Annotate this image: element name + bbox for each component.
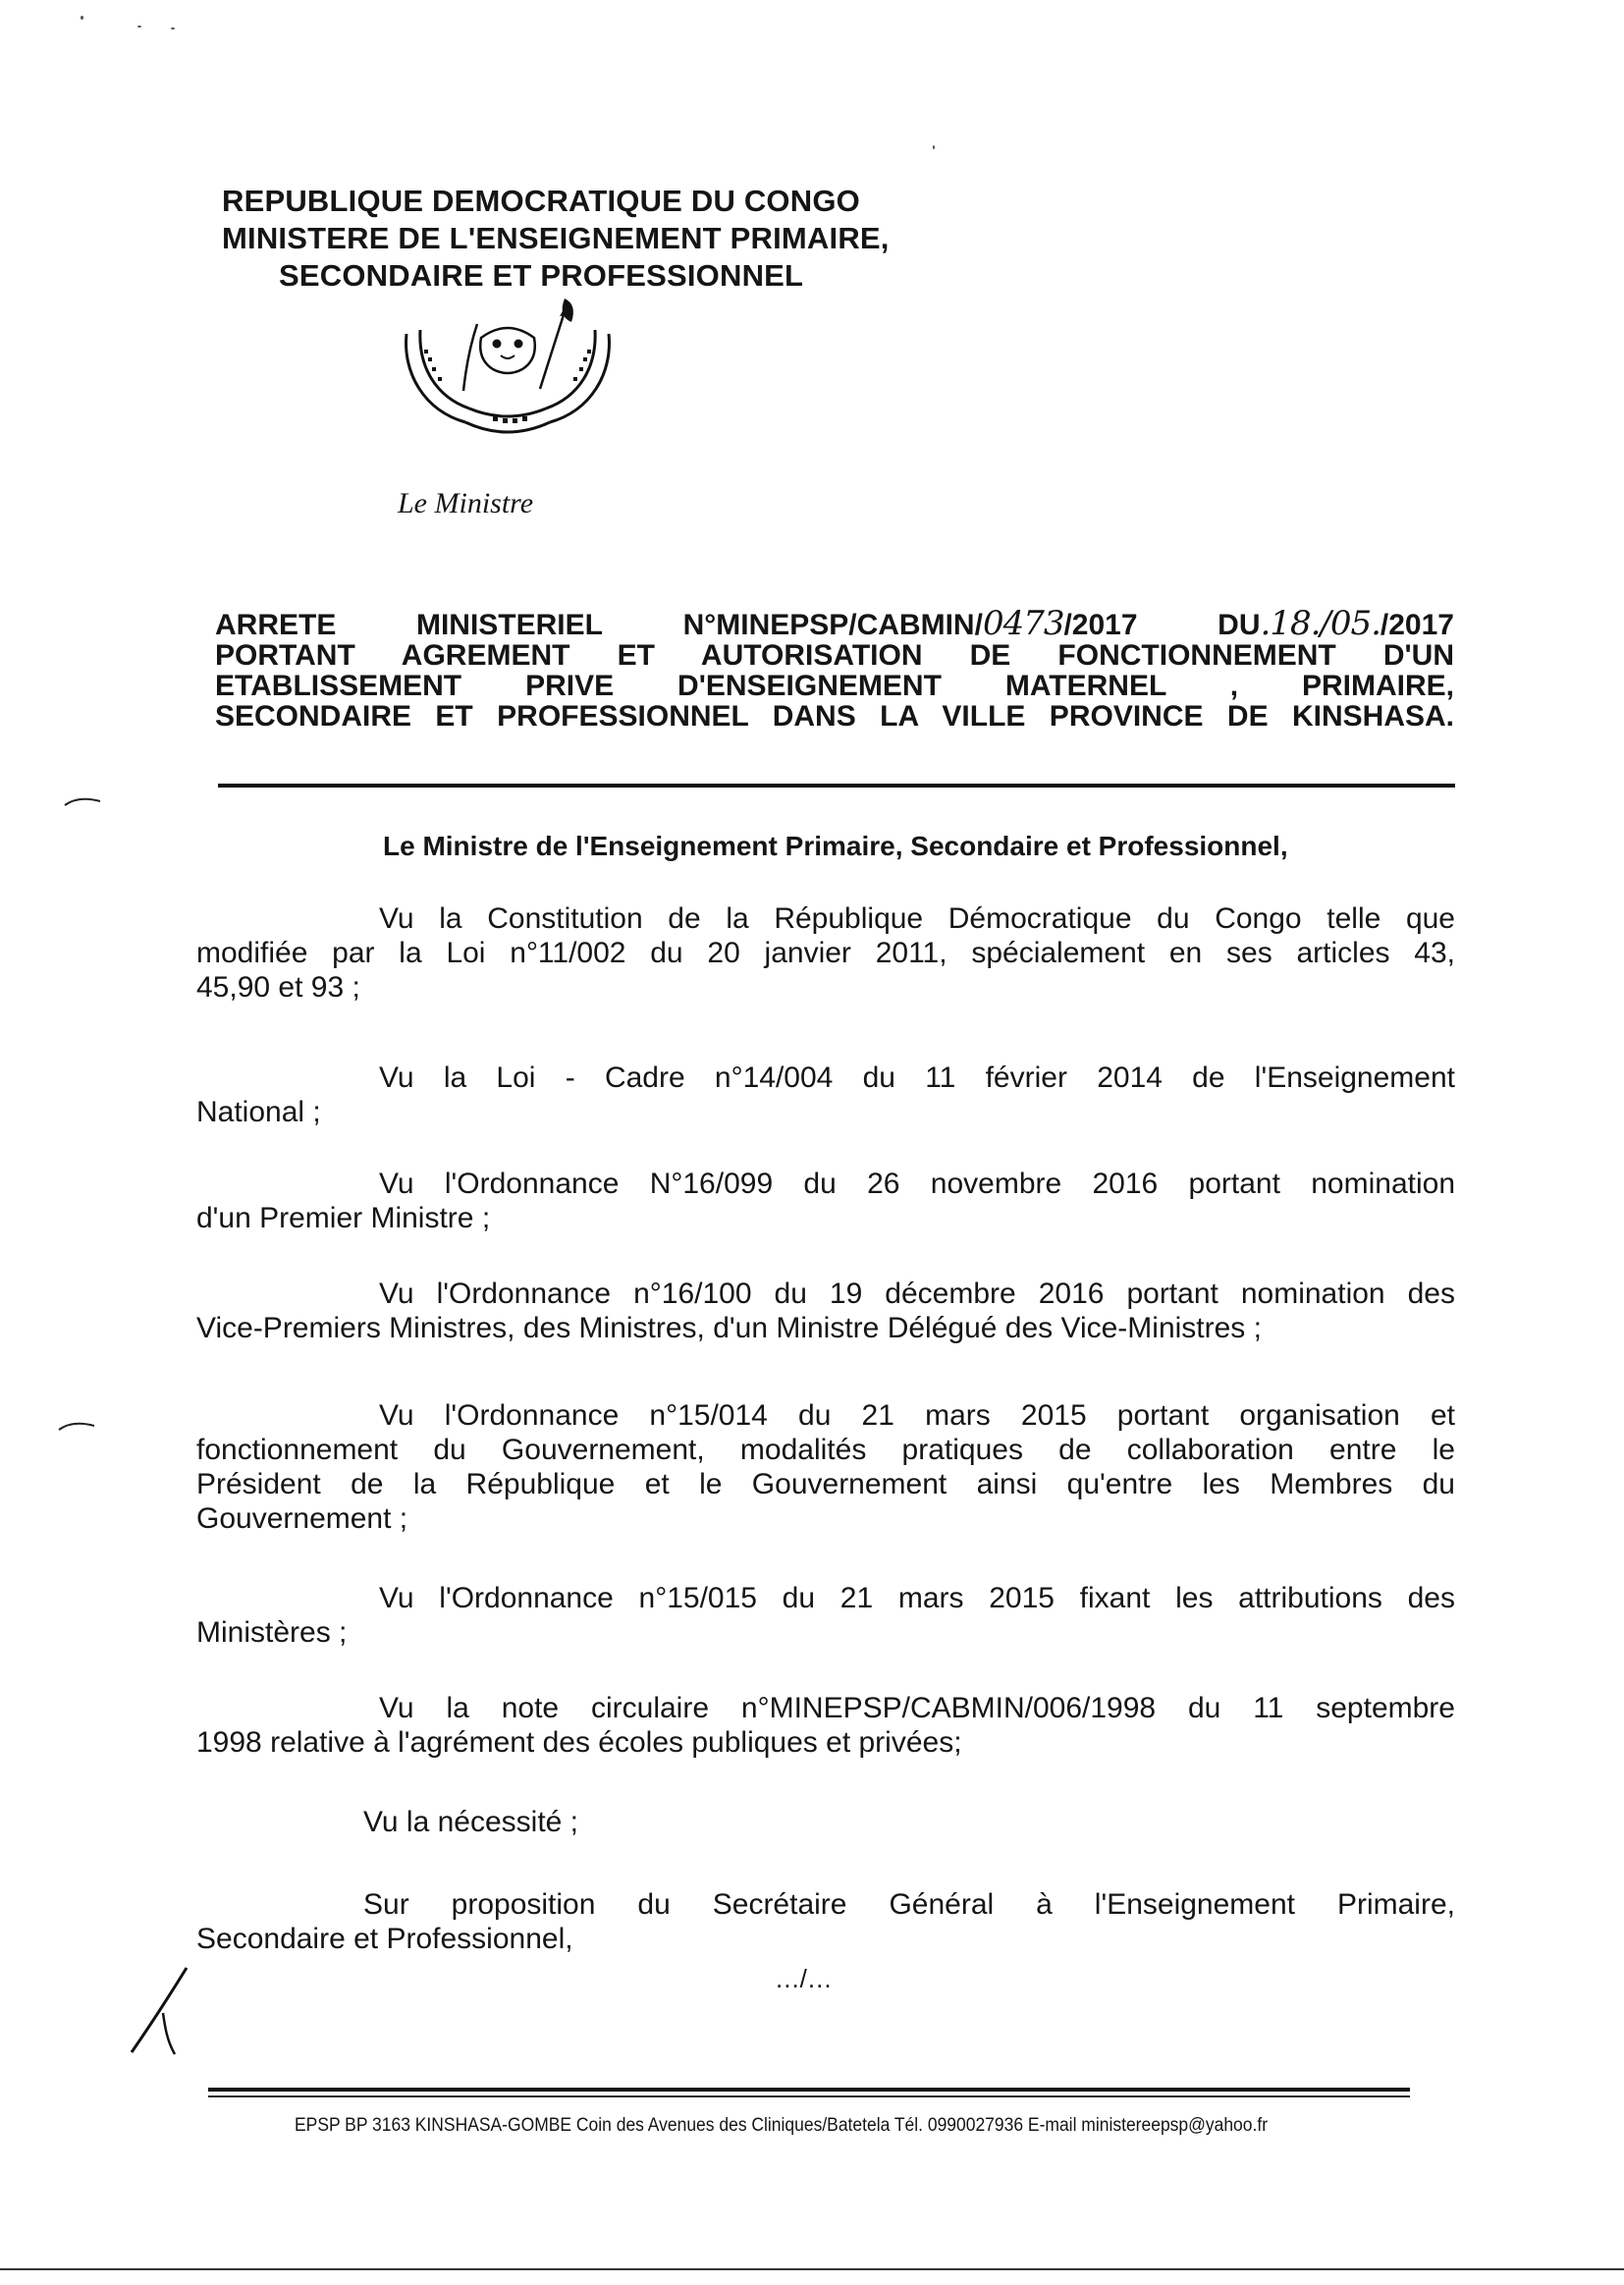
consideration-line: Secondaire et Professionnel, xyxy=(196,1923,573,1955)
scan-speck xyxy=(81,16,83,20)
decree-year: /2017 xyxy=(1063,609,1138,641)
header-ministry: MINISTERE DE L'ENSEIGNEMENT PRIMAIRE, xyxy=(222,221,890,255)
handwritten-decree-number: 0473 xyxy=(982,604,1064,643)
decree-subject-line: ETABLISSEMENT PRIVE D'ENSEIGNEMENT MATERNEL , PRIMAIRE, xyxy=(215,670,1454,702)
footer-rule-thin xyxy=(208,2095,1410,2097)
consideration-gouvernement xyxy=(196,1398,1455,1536)
consideration-necessite xyxy=(196,1805,1455,1839)
decree-date-prefix: DU xyxy=(1218,609,1261,641)
consideration-line: Vu la note circulaire n°MINEPSP/CABMIN/006/1998 du 11 septembre xyxy=(379,1692,1455,1724)
preamble-intro: Le Ministre de l'Enseignement Primaire, Secondaire et Professionnel, xyxy=(383,831,1288,861)
consideration-line: Vu l'Ordonnance n°15/014 du 21 mars 2015 portant organisation et xyxy=(379,1399,1455,1432)
footer-rule xyxy=(208,2088,1410,2092)
consideration-line: Sur proposition du Secrétaire Général à l'Enseignement Primaire, xyxy=(363,1888,1455,1921)
signatory-heading: Le Ministre xyxy=(398,487,534,519)
consideration-premier-ministre xyxy=(196,1167,1455,1235)
scan-speck xyxy=(137,26,141,27)
decree-word-arrete: ARRETE xyxy=(215,609,337,641)
footer-address: EPSP BP 3163 KINSHASA-GOMBE Coin des Avenues des Cliniques/Batetela Tél. 0990027936 E-mail ministereepsp@yahoo.fr xyxy=(295,2115,1269,2136)
decree-number-prefix: N°MINEPSP/CABMIN/ xyxy=(682,609,983,641)
consideration-line: Président de la République et le Gouvernement ainsi qu'entre les Membres du xyxy=(196,1468,1455,1500)
scan-speck xyxy=(171,27,175,29)
decree-title xyxy=(215,604,1454,733)
decree-subject-line: SECONDAIRE ET PROFESSIONNEL DANS LA VILLE PROVINCE DE KINSHASA. xyxy=(215,700,1454,733)
consideration-line: modifiée par la Loi n°11/002 du 20 janvier 2011, spécialement en ses articles 43, xyxy=(196,937,1455,969)
handwritten-decree-date: .18./05. xyxy=(1260,604,1380,643)
margin-mark xyxy=(57,1418,96,1432)
consideration-attributions xyxy=(196,1581,1455,1650)
page-continuation: .../... xyxy=(776,1964,833,1993)
consideration-line: Ministères ; xyxy=(196,1616,348,1649)
decree-number xyxy=(682,604,1138,643)
consideration-line: Vu l'Ordonnance n°16/100 du 19 décembre 2016 portant nomination des xyxy=(379,1278,1455,1310)
decree-date xyxy=(1218,604,1454,643)
decree-word-ministeriel: MINISTERIEL xyxy=(415,609,603,641)
consideration-line: Vu l'Ordonnance n°15/015 du 21 mars 2015 fixant les attributions des xyxy=(379,1582,1455,1614)
ministry-header xyxy=(222,183,890,295)
consideration-line: Vu la Constitution de la République Démocratique du Congo telle que xyxy=(379,902,1455,935)
consideration-proposition xyxy=(196,1887,1455,1956)
consideration-line: d'un Premier Ministre ; xyxy=(196,1202,491,1234)
consideration-line: Vice-Premiers Ministres, des Ministres, d'un Ministre Délégué des Vice-Ministres ; xyxy=(196,1312,1262,1344)
consideration-constitution xyxy=(196,901,1455,1005)
coat-of-arms-icon xyxy=(395,295,621,442)
consideration-line: Vu la nécessité ; xyxy=(363,1806,579,1838)
decree-date-year: /2017 xyxy=(1380,609,1454,641)
header-ministry-cont: SECONDAIRE ET PROFESSIONNEL xyxy=(279,258,804,293)
consideration-line: 1998 relative à l'agrément des écoles publiques et privées; xyxy=(196,1726,962,1759)
consideration-line: National ; xyxy=(196,1096,321,1128)
title-underline xyxy=(218,784,1455,788)
header-country: REPUBLIQUE DEMOCRATIQUE DU CONGO xyxy=(222,184,860,218)
margin-mark xyxy=(63,793,102,807)
consideration-line: 45,90 et 93 ; xyxy=(196,971,360,1004)
consideration-line: fonctionnement du Gouvernement, modalités pratiques de collaboration entre le xyxy=(196,1434,1455,1466)
consideration-note-circulaire xyxy=(196,1691,1455,1760)
consideration-line: Vu l'Ordonnance N°16/099 du 26 novembre 2016 portant nomination xyxy=(379,1168,1455,1200)
decree-subject-line: PORTANT AGREMENT ET AUTORISATION DE FONCTIONNEMENT D'UN xyxy=(215,639,1454,672)
decree-reference-line xyxy=(215,604,1454,643)
consideration-line: Vu la Loi - Cadre n°14/004 du 11 février 2014 de l'Enseignement xyxy=(379,1061,1455,1094)
scan-edge-line xyxy=(0,2268,1624,2270)
consideration-loi-cadre xyxy=(196,1061,1455,1129)
consideration-vice-premiers xyxy=(196,1277,1455,1345)
consideration-line: Gouvernement ; xyxy=(196,1502,408,1535)
handwritten-initial xyxy=(126,1964,204,2062)
scan-speck xyxy=(933,145,935,149)
